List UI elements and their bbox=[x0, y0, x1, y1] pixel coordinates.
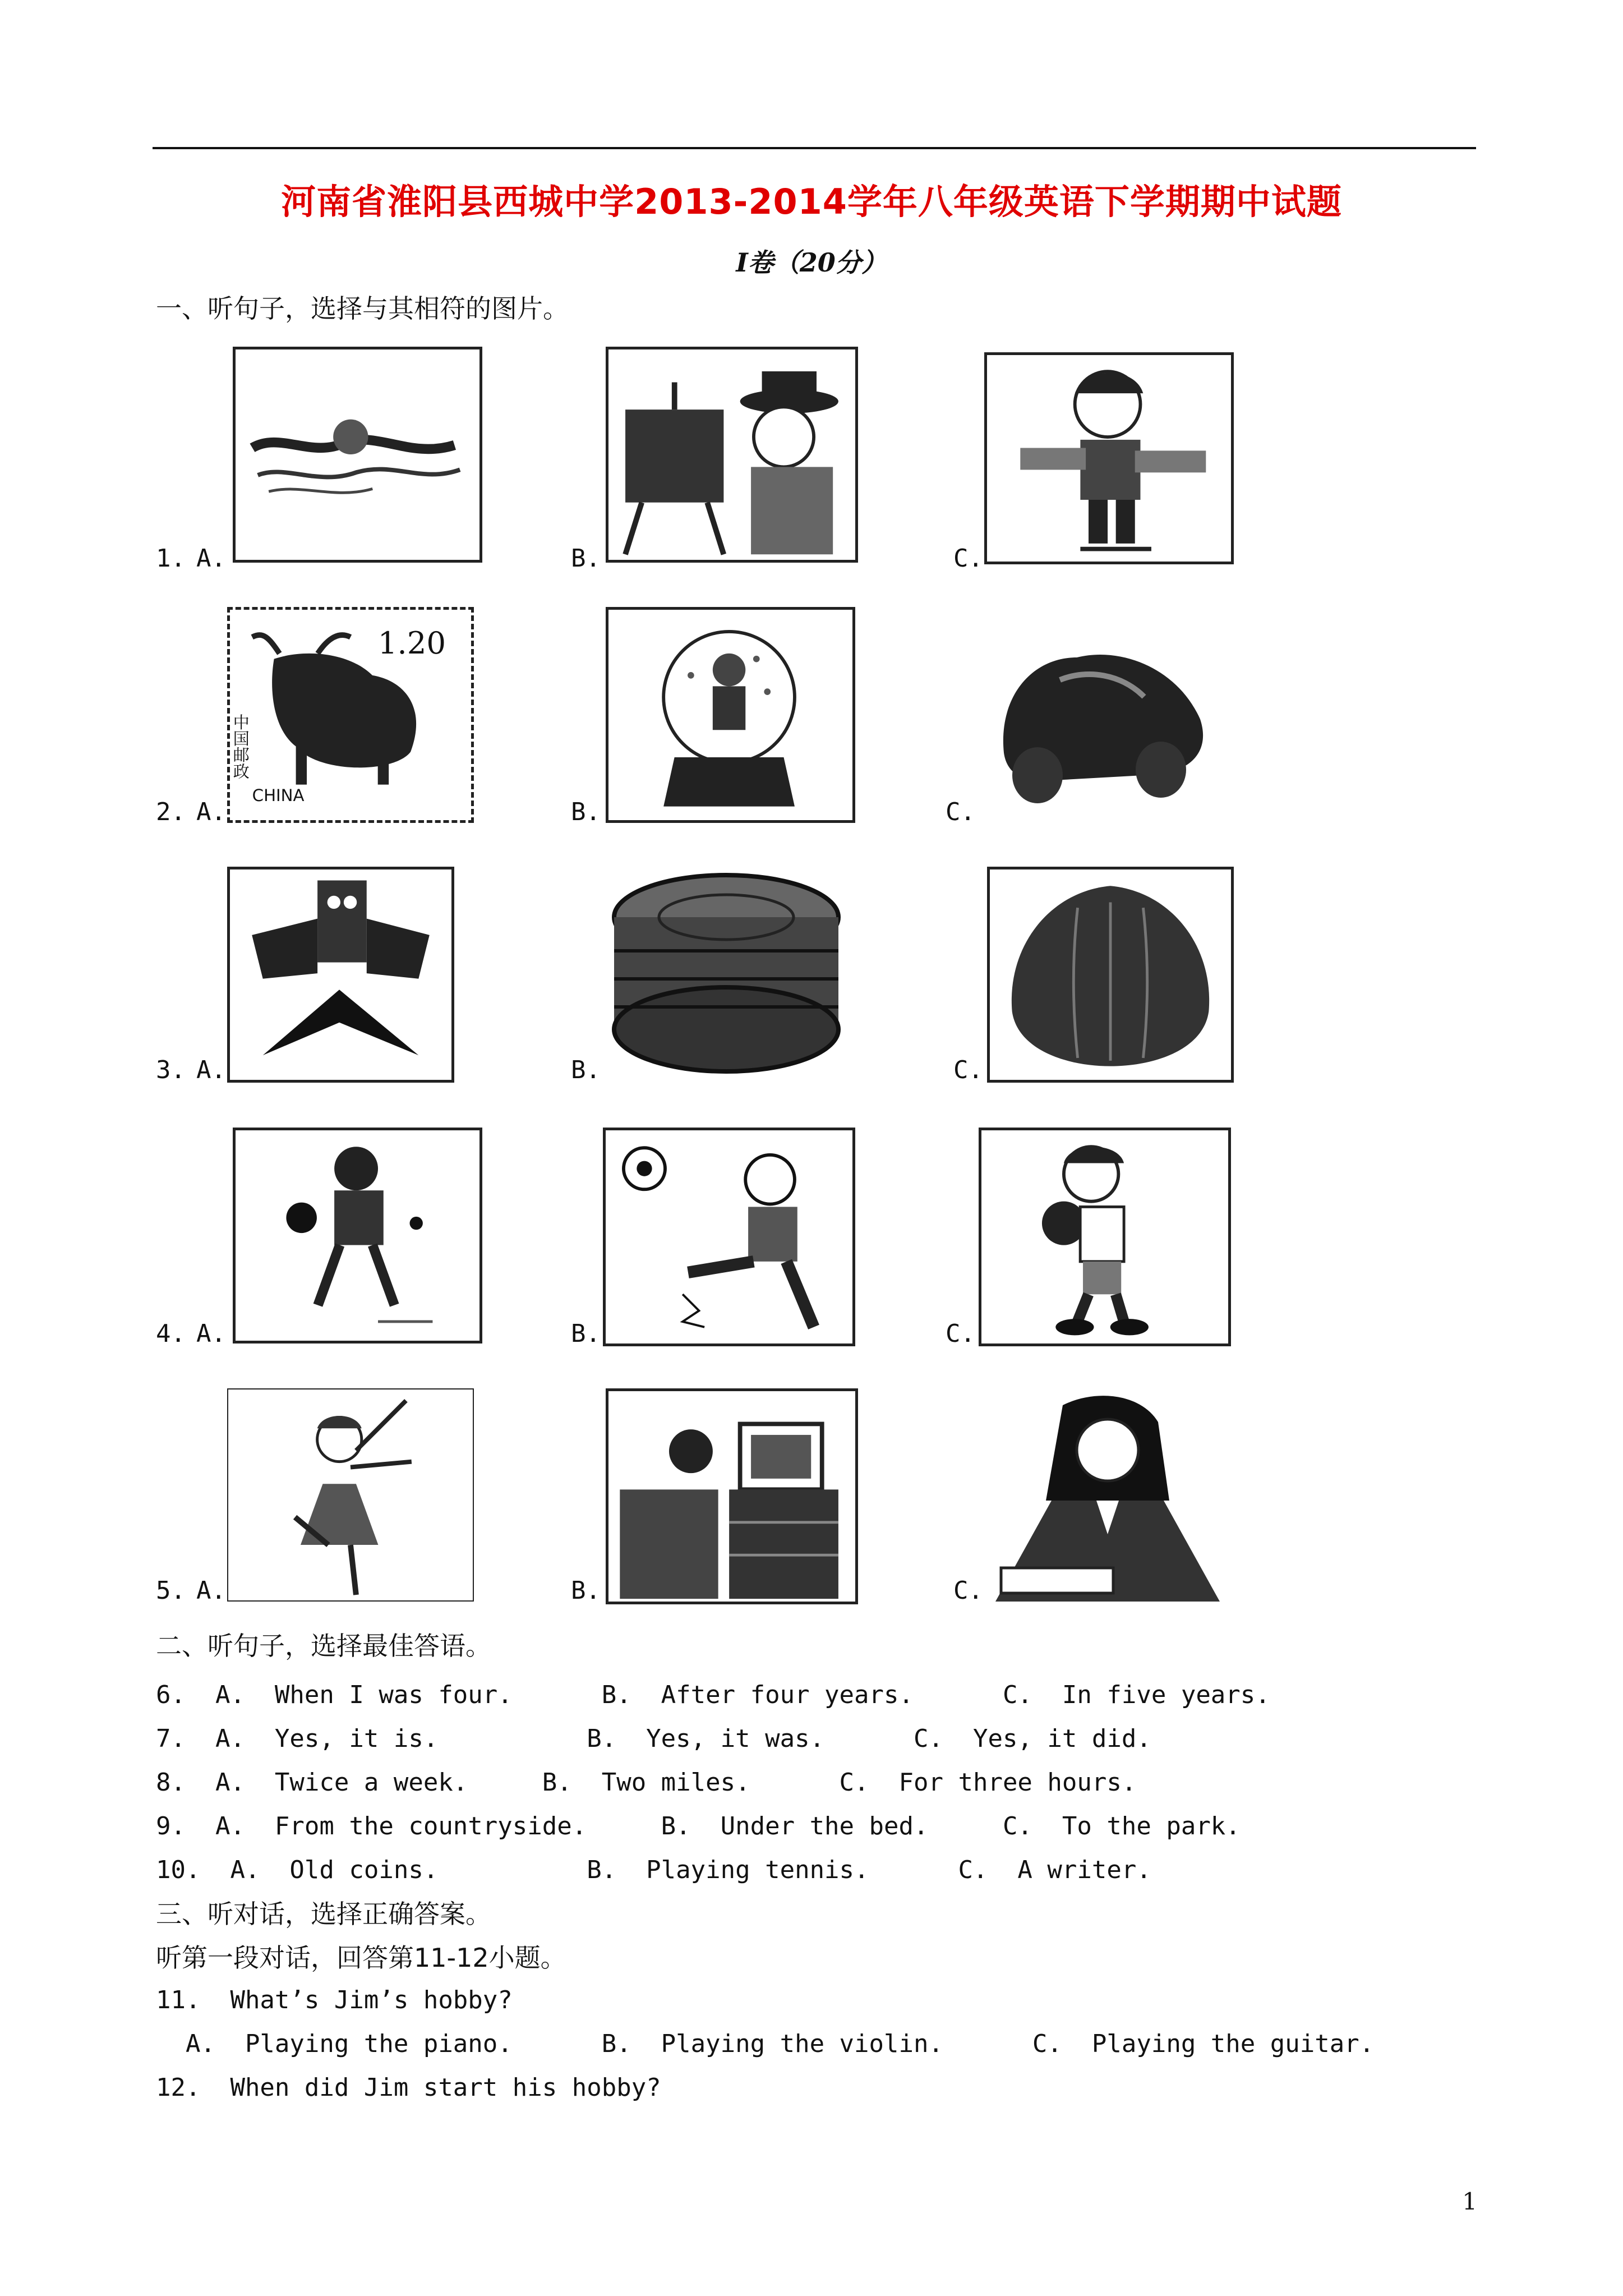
q1-option-a-label: A. bbox=[196, 544, 226, 573]
question-2-number: 2. bbox=[156, 798, 186, 826]
q3-option-a-label: A. bbox=[196, 1056, 226, 1084]
question-4-number: 4. bbox=[156, 1319, 186, 1348]
snow-globe-picture bbox=[606, 607, 855, 823]
q1-option-b-label: B. bbox=[571, 544, 601, 573]
page-number: 1 bbox=[1462, 2188, 1477, 2215]
toy-car-picture bbox=[976, 607, 1225, 823]
basketball-player-picture bbox=[979, 1128, 1231, 1346]
question-6: 6. A. When I was four. B. After four years. C. In five years. bbox=[156, 1681, 1270, 1709]
q5-option-b-label: B. bbox=[571, 1576, 601, 1605]
reading-girl-picture bbox=[984, 1388, 1231, 1604]
painter-picture bbox=[606, 347, 858, 563]
watching-tv-picture bbox=[606, 1388, 858, 1604]
section-2-heading: 二、听句子，选择最佳答语。 bbox=[156, 1631, 491, 1661]
exam-title: 河南省淮阳县西城中学2013-2014学年八年级英语下学期期中试题 bbox=[281, 181, 1342, 222]
question-11-options: A. Playing the piano. B. Playing the violin. C. Playing the guitar. bbox=[156, 2030, 1375, 2058]
question-8: 8. A. Twice a week. B. Two miles. C. For three hours. bbox=[156, 1768, 1137, 1797]
section-3-heading: 三、听对话，选择正确答案。 bbox=[156, 1899, 491, 1929]
q1-option-c-label: C. bbox=[953, 544, 983, 573]
swimmer-picture bbox=[233, 347, 482, 563]
q2-option-b-label: B. bbox=[571, 798, 601, 826]
dancer-picture bbox=[227, 1388, 474, 1602]
question-3-number: 3. bbox=[156, 1056, 186, 1084]
kite-picture bbox=[227, 867, 454, 1083]
question-12: 12. When did Jim start his hobby? bbox=[156, 2073, 661, 2102]
dialogue-1-intro: 听第一段对话，回答第11-12小题。 bbox=[156, 1943, 566, 1973]
question-5-number: 5. bbox=[156, 1576, 186, 1605]
q2-option-c-label: C. bbox=[946, 798, 975, 826]
q4-option-b-label: B. bbox=[571, 1319, 601, 1348]
q5-option-a-label: A. bbox=[196, 1576, 226, 1605]
q5-option-c-label: C. bbox=[953, 1576, 983, 1605]
skater-picture bbox=[984, 352, 1234, 564]
q4-option-a-label: A. bbox=[196, 1319, 226, 1348]
header-rule bbox=[153, 147, 1476, 149]
question-11: 11. What’s Jim’s hobby? bbox=[156, 1986, 513, 2014]
q3-option-b-label: B. bbox=[571, 1056, 601, 1084]
question-10: 10. A. Old coins. B. Playing tennis. C. A writer. bbox=[156, 1856, 1151, 1884]
ping-pong-picture bbox=[233, 1128, 482, 1343]
q2-option-a-label: A. bbox=[196, 798, 226, 826]
question-1-number: 1. bbox=[156, 544, 186, 573]
soccer-picture bbox=[603, 1128, 855, 1346]
q3-option-c-label: C. bbox=[953, 1056, 983, 1084]
volume-label: I卷（20分） bbox=[736, 247, 887, 278]
stamp-picture bbox=[227, 607, 474, 823]
shell-picture bbox=[987, 867, 1234, 1083]
section-1-heading: 一、听句子，选择与其相符的图片。 bbox=[156, 293, 569, 324]
coins-picture bbox=[602, 867, 851, 1085]
stamp-country-en: CHINA bbox=[252, 785, 305, 805]
stamp-country-cn: 中国邮政 bbox=[230, 714, 250, 779]
question-9: 9. A. From the countryside. B. Under the bed. C. To the park. bbox=[156, 1812, 1241, 1841]
question-7: 7. A. Yes, it is. B. Yes, it was. C. Yes, it did. bbox=[156, 1724, 1151, 1753]
stamp-value: 1.20 bbox=[377, 624, 446, 661]
q4-option-c-label: C. bbox=[946, 1319, 975, 1348]
